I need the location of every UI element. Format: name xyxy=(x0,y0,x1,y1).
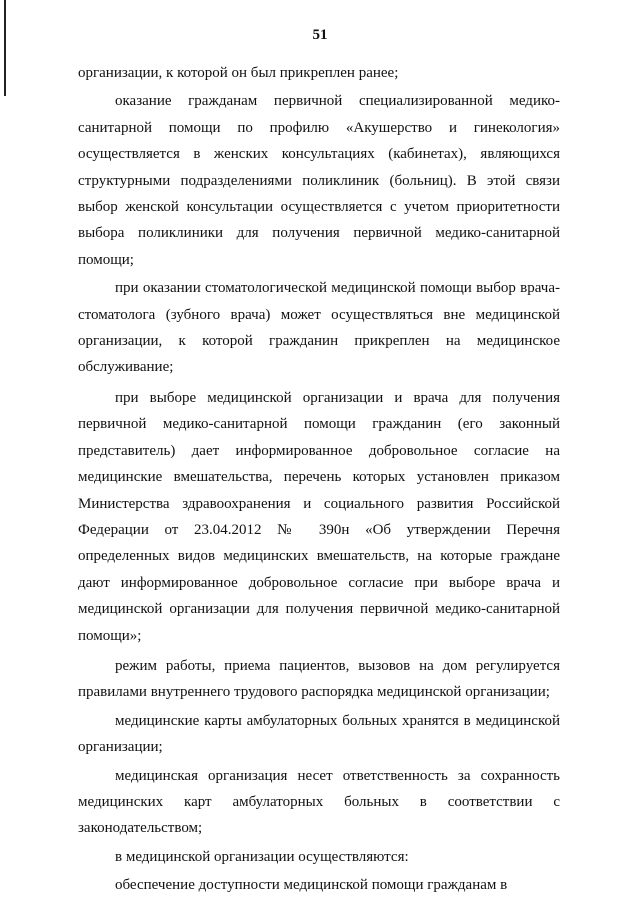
paragraph: медицинская организация несет ответственность за сохранность медицинских карт амбулаторных больных в соответствии с законодательством; xyxy=(78,767,560,837)
paragraph: оказание гражданам первичной специализированной медико-санитарной помощи по профилю «Акушерство и гинекология» осуществляется в женских консультациях (кабинетах), являющихся структурными подразделениями поликлиник (больниц). В этой связи выбор женской консультации осуществляется с учетом приоритетности выбора поликлиники для получения первичной медико-санитарной помощи; xyxy=(78,93,560,268)
paragraph: при оказании стоматологической медицинской помощи выбор врача-стоматолога (зубного врача) может осуществляться вне медицинской организации, к которой гражданин прикреплен на медицинское обслуживание; xyxy=(78,280,560,376)
page-edge-mark xyxy=(4,0,6,96)
page-number: 51 xyxy=(312,27,328,43)
paragraph: обеспечение доступности медицинской помощи гражданам в xyxy=(115,877,508,894)
paragraph: при выборе медицинской организации и врача для получения первичной медико-санитарной помощи гражданин (его законный представитель) дает информированное добровольное согласие на медицинские вмешательства, перечень которых установлен приказом Министерства здравоохранения и социального развития Российской Федерации от 23.04.2012 № 390н «Об утверждении Перечня определенных видов медицинских вмешательств, на которые граждане дают информированное добровольное согласие при выборе врача и медицинской организации для получения первичной медико-санитарной помощи»; xyxy=(78,389,560,644)
paragraph: в медицинской организации осуществляются: xyxy=(115,848,409,865)
paragraph: режим работы, приема пациентов, вызовов на дом регулируется правилами внутреннего трудового распорядка медицинской организации; xyxy=(78,657,560,701)
paragraph: медицинские карты амбулаторных больных хранятся в медицинской организации; xyxy=(78,712,560,756)
paragraph: организации, к которой он был прикреплен ранее; xyxy=(78,65,399,81)
body-text xyxy=(78,60,560,899)
